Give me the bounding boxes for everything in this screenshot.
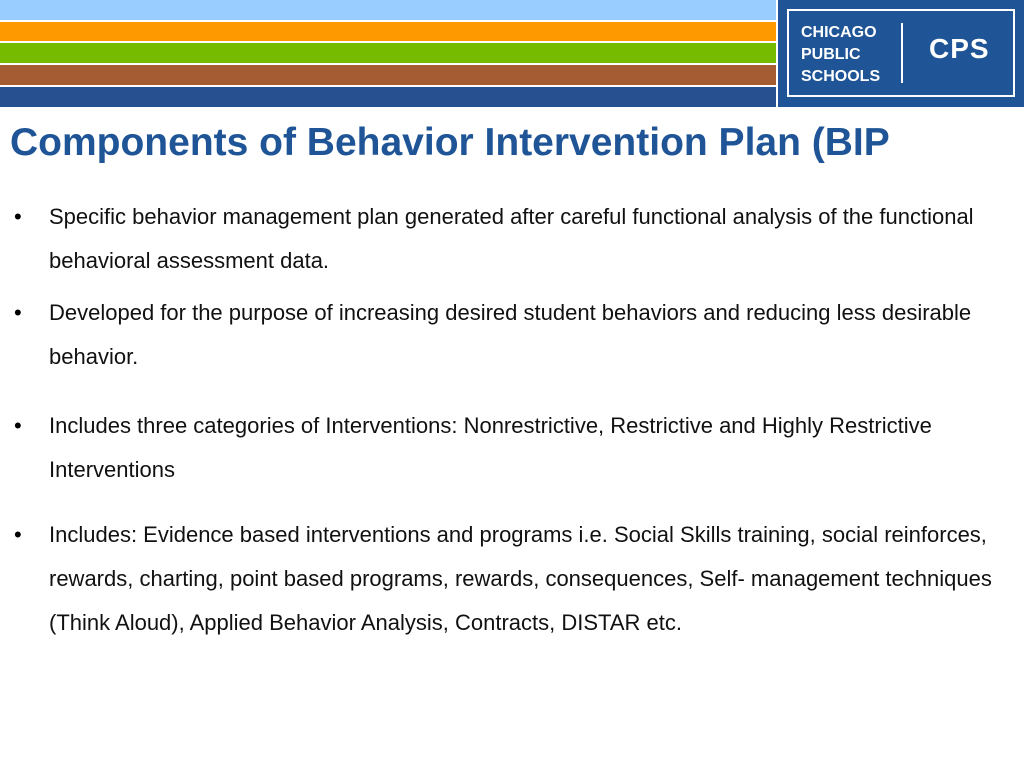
bullet-text: Developed for the purpose of increasing desired student behaviors and reducing less desirable behavior. [49,300,972,369]
logo-line-schools: SCHOOLS [801,68,881,85]
bullet-text: Includes three categories of Interventions: Nonrestrictive, Restrictive and Highly Restrictive Interventions [49,413,932,482]
logo-divider [901,23,903,83]
logo-line-public: PUBLIC [801,46,861,63]
stripe-brown [0,65,776,85]
stripe-light-blue [0,0,776,20]
slide-title: Components of Behavior Intervention Plan (BIP [10,121,890,164]
stripe-navy [0,87,776,107]
bullet-symbol: • [14,204,22,229]
logo-wordmark [801,22,880,88]
stripe-orange [0,22,776,41]
cps-logo [778,0,1024,107]
bullet-text: Includes: Evidence based interventions and programs i.e. Social Skills training, social reinforces, rewards, charting, point based programs, rewards, consequences, Self- management techniques (Think Aloud), Applied Behavior Analysis, Contracts, DISTAR etc. [49,522,992,635]
logo-frame [787,9,1015,97]
logo-abbr: CPS [929,33,990,64]
bullet-symbol: • [14,300,22,325]
bullet-symbol: • [14,413,22,438]
header-stripes [0,0,776,107]
stripe-green [0,43,776,63]
logo-line-chicago: CHICAGO [801,24,877,41]
bullet-symbol: • [14,522,22,547]
bullet-text: Specific behavior management plan generated after careful functional analysis of the functional behavioral assessment data. [49,204,974,273]
